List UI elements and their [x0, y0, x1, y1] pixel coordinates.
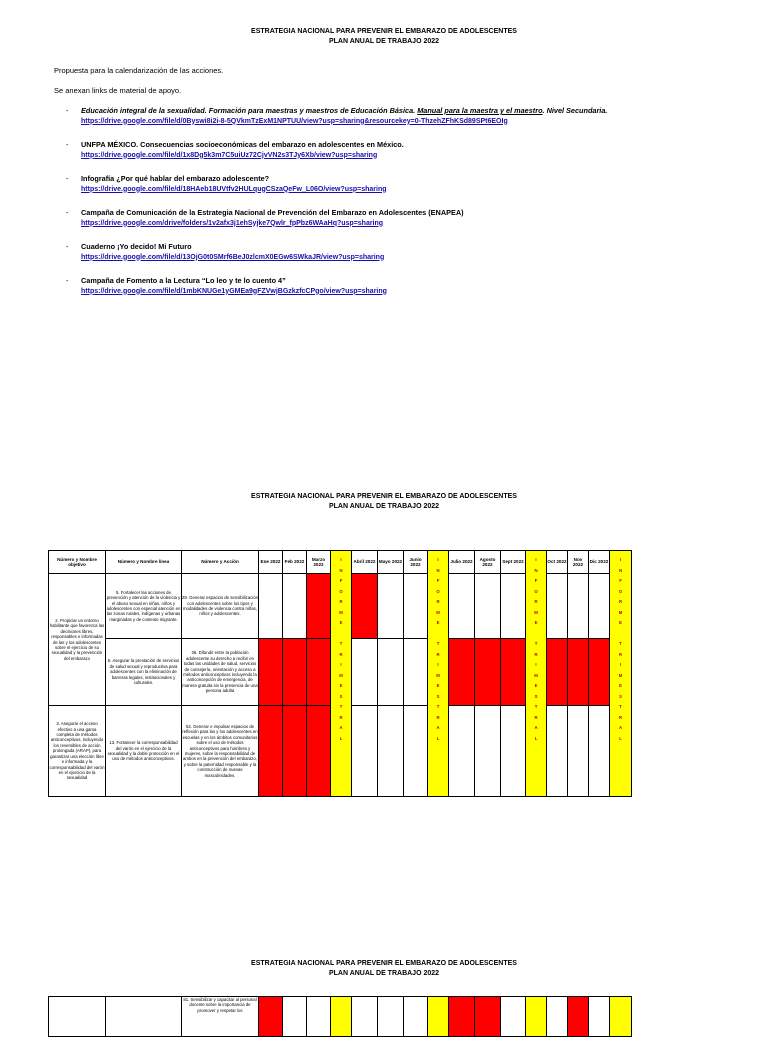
month-cell	[589, 706, 610, 797]
doc-subtitle: PLAN ANUAL DE TRABAJO 2022	[328, 970, 440, 977]
resource-link[interactable]: https://drive.google.com/file/d/1mbKNUGe1yGMEa9gFZVwjBGzkzfcCPgo/view?usp=sharing	[81, 287, 387, 295]
action-cell: 29. Generar espacios de sensibilización con adolescentes sobre los tipos y modalidades de violencia contra niñas, niños y adolescentes.	[182, 574, 259, 639]
informe-trimestral-column	[331, 997, 352, 1037]
doc-subtitle: PLAN ANUAL DE TRABAJO 2022	[328, 503, 440, 510]
proposal-text: Propuesta para la calendarización de las acciones.	[54, 66, 224, 75]
informe-letter: I	[535, 557, 537, 562]
informe-letter: L	[339, 735, 343, 741]
month-cell	[404, 574, 428, 639]
month-cell	[352, 639, 378, 706]
month-cell-scheduled	[283, 706, 307, 797]
resource-item: - Campaña de Comunicación de la Estrategia Nacional de Prevención del Embarazo en Adolescentes (ENAPEA) https://drive.google.com/drive/folders/1v2afx3j1ehSyjke7Qwlr_fpPbz6WAaHq?usp=sharing	[54, 208, 754, 242]
informe-letter: A	[534, 725, 538, 730]
action-cell: 52. Generar e impulsar espacios de reflexión para las y los adolescentes en escuelas y en los ámbitos comunitarios sobre el uso de métodos anticonceptivos para hombres y mujeres, sobre la responsabilidad de ambos en la prevención del embarazo, y sobre la paternidad responsable y la construcción de nuevas masculinidades.	[182, 706, 259, 797]
links-note: Se anexan links de material de apoyo.	[54, 86, 182, 95]
informe-letter: I	[535, 662, 537, 667]
informe-trimestral-column	[526, 997, 547, 1037]
informe-letter: L	[619, 735, 622, 741]
informe-letter: N	[618, 567, 623, 573]
month-cell	[352, 706, 378, 797]
resource-title: UNFPA MÉXICO. Consecuencias socioeconómicas del embarazo en adolescentes en México.	[81, 140, 404, 149]
objective-cell: 2. Propiciar un entorno habilitante que favorezca las decisiones libres, responsables e informadas de las y los adolescentes sobre el ejercicio de su sexualidad y la prevención del embarazo	[49, 574, 106, 706]
informe-trimestral-column	[526, 551, 547, 797]
informe-trimestral-column	[331, 551, 352, 797]
resource-link[interactable]: https://drive.google.com/file/d/0Byswi8i2i-8-5QVkmTzExM1NPTUU/view?usp=sharing&resourcekey=0-ThzehZFhKSd89SPt6EOIg	[81, 117, 508, 125]
informe-letter: M	[618, 609, 623, 615]
informe-letter: I	[619, 557, 622, 562]
informe-letter: R	[339, 651, 343, 657]
resource-item: - Educación integral de la sexualidad. Formación para maestras y maestros de Educación Básica. Manual para la maestra y el maestro. Nivel Secundaria. https://drive.google.com/file/d/0Byswi8i2i-8-5QVkmTzExM1NPTUU/view?usp=sharing&resourcekey=0-ThzehZFhKSd89SPt6EOIg	[54, 106, 754, 140]
month-cell	[568, 706, 589, 797]
informe-letter: I	[340, 557, 342, 562]
month-cell-scheduled	[568, 997, 589, 1037]
header-linea: Número y Nombre línea	[106, 551, 182, 574]
month-cell-scheduled	[589, 639, 610, 706]
resource-list	[54, 106, 754, 310]
resource-link[interactable]: https://drive.google.com/file/d/13OjG0t0SMrf6BeJ0zlcmX0EGw6SWkaJR/view?usp=sharing	[81, 253, 385, 261]
header-month: Sept 2022	[501, 551, 526, 574]
informe-letter: I	[340, 662, 342, 667]
resource-title: Campaña de Comunicación de la Estrategia Nacional de Prevención del Embarazo en Adolescentes (ENAPEA)	[81, 208, 464, 217]
resource-link[interactable]: https://drive.google.com/drive/folders/1v2afx3j1ehSyjke7Qwlr_fpPbz6WAaHq?usp=sharing	[81, 219, 384, 227]
month-cell	[378, 574, 404, 639]
month-cell	[352, 997, 378, 1037]
informe-letter: T	[436, 704, 440, 709]
month-cell	[404, 639, 428, 706]
month-cell	[378, 706, 404, 797]
informe-letter: E	[436, 683, 440, 688]
month-cell	[475, 706, 501, 797]
resource-link[interactable]: https://drive.google.com/file/d/1x8Dg5k3m7C5uiUz72CjvVN2s3TJy6Xb/view?usp=sharing	[81, 151, 378, 159]
month-cell-scheduled	[352, 574, 378, 639]
header-month: Dic 2022	[589, 551, 610, 574]
informe-letter: O	[618, 588, 623, 594]
objective-cell	[49, 997, 106, 1037]
month-cell	[501, 997, 526, 1037]
month-cell-scheduled	[449, 639, 475, 706]
informe-letter: E	[534, 683, 538, 688]
informe-letter: T	[339, 641, 343, 646]
month-cell	[501, 706, 526, 797]
informe-letter: T	[619, 704, 622, 709]
line-cell	[106, 997, 182, 1037]
informe-letter: O	[534, 588, 538, 594]
informe-letter: R	[618, 599, 623, 604]
month-cell	[404, 706, 428, 797]
informe-letter: F	[534, 578, 538, 583]
informe-letter: N	[339, 567, 343, 573]
informe-letter: M	[436, 609, 440, 615]
informe-letter: F	[436, 578, 440, 583]
header-month: Abril 2022	[352, 551, 378, 574]
month-cell	[589, 997, 610, 1037]
month-cell	[378, 639, 404, 706]
resource-title: Cuaderno ¡Yo decido! Mi Futuro	[81, 242, 192, 251]
informe-trimestral-column	[610, 551, 632, 797]
resource-title: Educación integral de la sexualidad. Formación para maestras y maestros de Educación Básica. Manual para la maestra y el maestro. Nivel Secundaria.	[81, 106, 608, 115]
month-cell-scheduled	[307, 706, 331, 797]
resource-link[interactable]: https://drive.google.com/file/d/18HAeb18UVtfv2HULqugCSzaQeFw_L06O/view?usp=sharing	[81, 185, 387, 193]
informe-trimestral-column	[428, 551, 449, 797]
informe-letter: I	[619, 662, 622, 667]
line-cell: 6. Asegurar la prestación de servicios de salud sexual y reproductiva para adolescentes con la eliminación de barreras legales, institucionales y culturales.	[106, 639, 182, 706]
header-accion: Número y Acción	[182, 551, 259, 574]
resource-item: - UNFPA MÉXICO. Consecuencias socioeconómicas del embarazo en adolescentes en México. https://drive.google.com/file/d/1x8Dg5k3m7C5uiUz72CjvVN2s3TJy6Xb/view?usp=sharing	[54, 140, 754, 174]
month-cell	[547, 997, 568, 1037]
informe-letter: S	[534, 693, 538, 699]
doc-title: ESTRATEGIA NACIONAL PARA PREVENIR EL EMBARAZO DE ADOLESCENTES	[251, 28, 517, 35]
informe-letter: E	[534, 620, 538, 625]
header-month: Junio 2022	[404, 551, 428, 574]
informe-letter: L	[436, 735, 440, 741]
informe-letter: A	[339, 725, 343, 730]
plan-table	[48, 996, 632, 1037]
informe-letter: F	[339, 578, 343, 583]
month-cell	[547, 574, 568, 639]
informe-letter: T	[534, 704, 538, 709]
month-cell	[501, 574, 526, 639]
informe-letter: R	[534, 599, 538, 604]
informe-letter: O	[339, 588, 343, 594]
doc-title: ESTRATEGIA NACIONAL PARA PREVENIR EL EMBARAZO DE ADOLESCENTES	[251, 493, 517, 500]
informe-letter: S	[339, 693, 343, 699]
line-cell: 5. Fortalecer las acciones de prevención y atención de la violencia y el abuso sexual en niñas, niños y adolescentes con especial atención en las zonas rurales, indígenas y urbanas marginadas y de contexto migrante.	[106, 574, 182, 639]
informe-letter: E	[619, 620, 622, 625]
month-cell-scheduled	[568, 639, 589, 706]
informe-letter: R	[339, 599, 343, 604]
month-cell	[449, 706, 475, 797]
month-cell	[283, 997, 307, 1037]
month-cell-scheduled	[307, 574, 331, 639]
informe-letter: I	[437, 662, 439, 667]
header-month: Ene 2022	[259, 551, 283, 574]
informe-letter: R	[339, 714, 343, 720]
month-cell-scheduled	[475, 997, 501, 1037]
month-cell	[568, 574, 589, 639]
informe-letter: T	[339, 704, 343, 709]
informe-letter: M	[534, 672, 538, 678]
doc-title: ESTRATEGIA NACIONAL PARA PREVENIR EL EMBARAZO DE ADOLESCENTES	[251, 960, 517, 967]
informe-letter: M	[618, 672, 623, 678]
informe-letter: R	[436, 651, 440, 657]
informe-letter: R	[534, 714, 538, 720]
month-cell	[449, 574, 475, 639]
informe-letter: M	[339, 609, 343, 615]
resource-title: Campaña de Fomento a la Lectura “Lo leo y te lo cuento 4”	[81, 276, 286, 285]
month-cell	[307, 997, 331, 1037]
informe-letter: M	[339, 672, 343, 678]
header-month: Feb 2022	[283, 551, 307, 574]
informe-trimestral-column	[428, 997, 449, 1037]
month-cell	[404, 997, 428, 1037]
header-month: Oct 2022	[547, 551, 568, 574]
header-month: Agosto 2022	[475, 551, 501, 574]
month-cell	[475, 574, 501, 639]
informe-trimestral-column	[610, 997, 632, 1037]
informe-letter: N	[534, 567, 538, 573]
month-cell-scheduled	[307, 639, 331, 706]
month-cell	[589, 574, 610, 639]
month-cell-scheduled	[501, 639, 526, 706]
month-cell	[259, 574, 283, 639]
informe-letter: E	[619, 683, 622, 688]
informe-letter: S	[436, 693, 440, 699]
header-objetivo: Número y Nombre objetivo	[49, 551, 106, 574]
informe-letter: R	[436, 714, 440, 720]
informe-letter: T	[534, 641, 538, 646]
header-month: Marzo 2022	[307, 551, 331, 574]
informe-letter: L	[534, 735, 538, 741]
month-cell	[547, 706, 568, 797]
informe-letter: I	[437, 557, 439, 562]
informe-letter: E	[339, 620, 343, 625]
informe-letter: R	[534, 651, 538, 657]
objective-cell: 3. Asegurar el acceso efectivo a una gama completa de métodos anticonceptivos, incluyendo los reversibles de acción prolongada (ARAP), para garantizar una elección libre e informada y la corresponsabilidad del varón en el ejercicio de la sexualidad	[49, 706, 106, 797]
action-cell: 81. Sensibilizar y capacitar al personal docente sobre la importancia de promover y respetar los	[182, 997, 259, 1037]
resource-title: Infografía ¿Por qué hablar del embarazo adolescente?	[81, 174, 270, 183]
table-header-row	[49, 551, 632, 574]
month-cell	[283, 574, 307, 639]
month-cell-scheduled	[547, 639, 568, 706]
header-month: Mayo 2022	[378, 551, 404, 574]
doc-subtitle: PLAN ANUAL DE TRABAJO 2022	[328, 38, 440, 45]
informe-letter: A	[618, 725, 623, 730]
informe-letter: A	[436, 725, 440, 730]
header-month: Nov 2022	[568, 551, 589, 574]
table-row	[49, 997, 632, 1037]
informe-letter: F	[619, 578, 622, 583]
informe-letter: O	[436, 588, 440, 594]
resource-item: - Campaña de Fomento a la Lectura “Lo leo y te lo cuento 4” https://drive.google.com/file/d/1mbKNUGe1yGMEa9gFZVwjBGzkzfcCPgo/view?usp=sharing	[54, 276, 754, 310]
month-cell	[378, 997, 404, 1037]
action-cell: 36. Difundir entre la población adolescente su derecho a recibir en todas las unidades de salud, servicios de consejería, orientación y acceso a métodos anticonceptivos incluyendo la anticoncepción de emergencia, de manera gratuita sin la presencia de una persona adulta	[182, 639, 259, 706]
header-month: Julio 2022	[449, 551, 475, 574]
informe-letter: T	[436, 641, 440, 646]
line-cell: 13. Fortalecer la corresponsabilidad del varón en el ejercicio de la sexualidad y la doble protección en el uso de métodos anticonceptivos.	[106, 706, 182, 797]
informe-letter: E	[339, 683, 343, 688]
informe-letter: M	[436, 672, 440, 678]
month-cell-scheduled	[259, 639, 283, 706]
informe-letter: R	[618, 651, 623, 657]
month-cell-scheduled	[449, 997, 475, 1037]
month-cell-scheduled	[475, 639, 501, 706]
resource-item: - Infografía ¿Por qué hablar del embarazo adolescente? https://drive.google.com/file/d/18HAeb18UVtfv2HULqugCSzaQeFw_L06O/view?usp=sharing	[54, 174, 754, 208]
month-cell-scheduled	[283, 639, 307, 706]
informe-letter: N	[436, 567, 440, 573]
informe-letter: S	[619, 693, 622, 699]
informe-letter: R	[618, 714, 623, 720]
informe-letter: M	[534, 609, 538, 615]
month-cell-scheduled	[259, 706, 283, 797]
plan-table	[48, 550, 632, 797]
resource-item: - Cuaderno ¡Yo decido! Mi Futuro https://drive.google.com/file/d/13OjG0t0SMrf6BeJ0zlcmX0EGw6SWkaJR/view?usp=sharing	[54, 242, 754, 276]
informe-letter: E	[436, 620, 440, 625]
informe-letter: T	[619, 641, 622, 646]
month-cell-scheduled	[259, 997, 283, 1037]
informe-letter: R	[436, 599, 440, 604]
